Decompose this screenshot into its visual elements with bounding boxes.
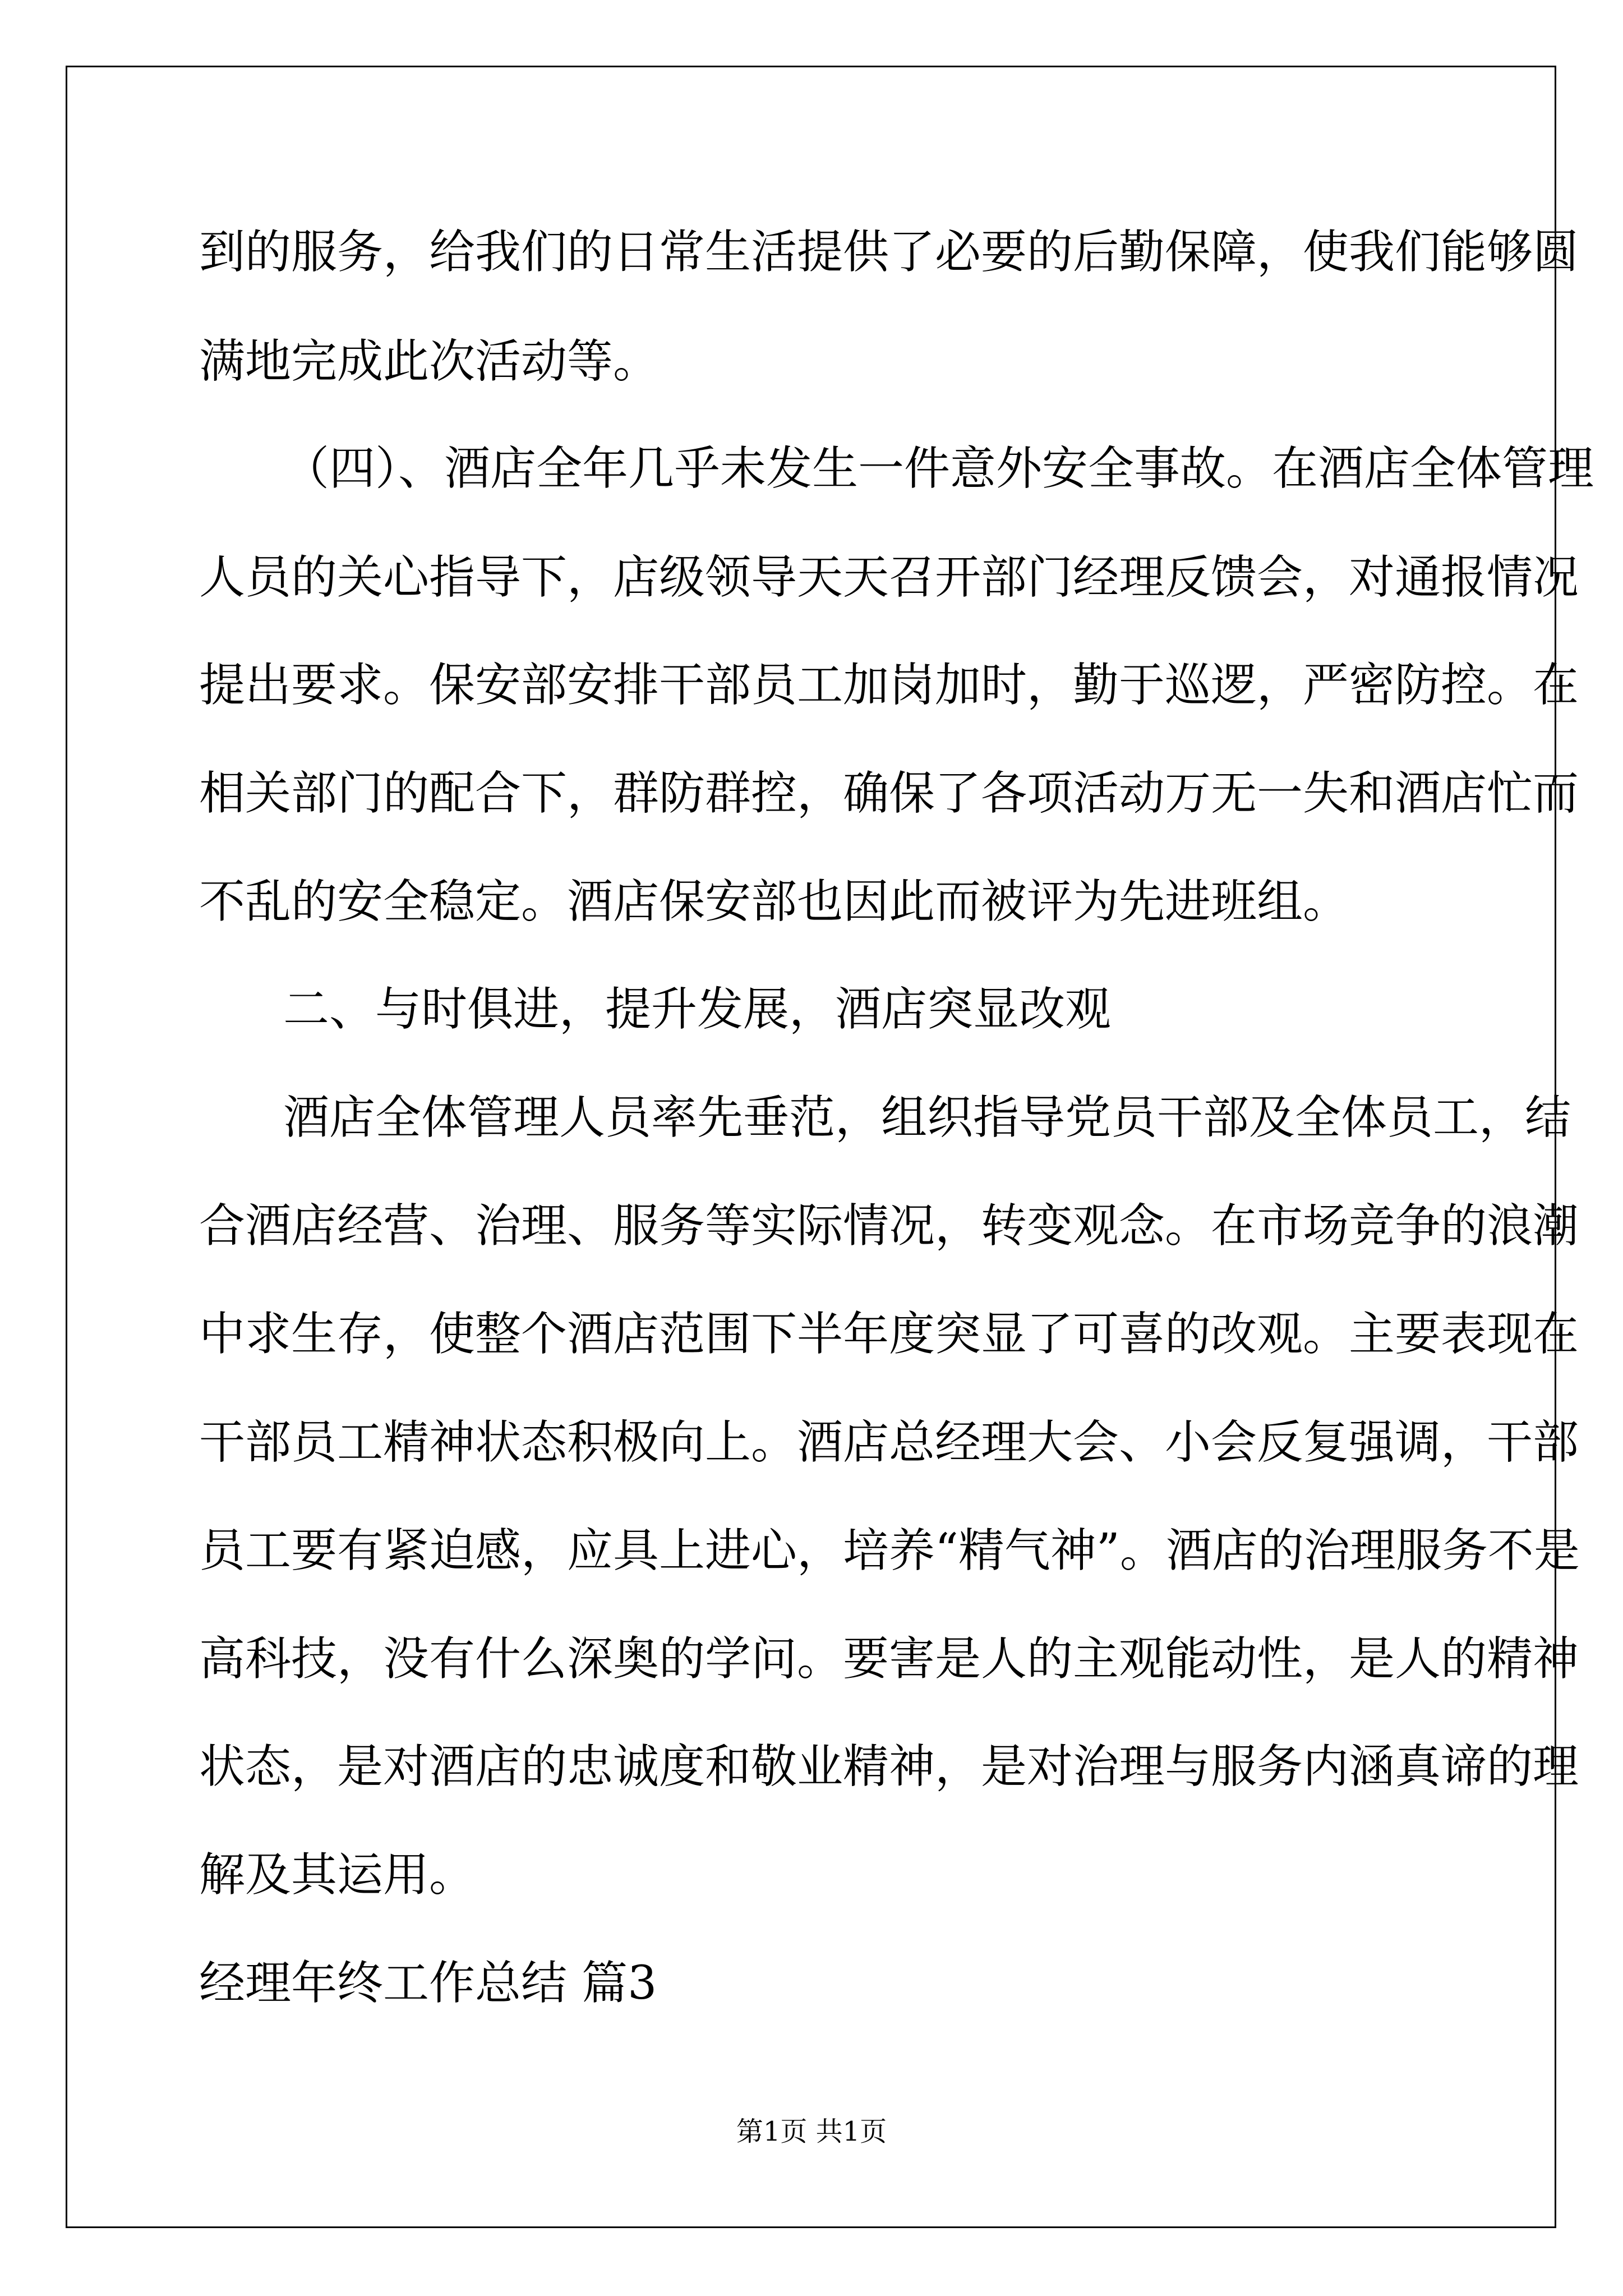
paragraph-3-line-6: 高科技，没有什么深奥的学问。要害是人的主观能动性，是人的精神 bbox=[199, 1632, 1579, 1686]
section-heading: 二、与时俱进，提升发展，酒店突显改观 bbox=[283, 983, 1112, 1036]
paragraph-3-line-8: 解及其运用。 bbox=[199, 1848, 476, 1902]
page-border bbox=[66, 66, 1594, 2228]
page-footer: 第1页 共1页 bbox=[736, 2116, 887, 2147]
paragraph-3-line-4: 干部员工精神状态积极向上。酒店总经理大会、小会反复强调，干部 bbox=[199, 1416, 1579, 1469]
paragraph-2-line-3: 提出要求。保安部安排干部员工加岗加时，勤于巡逻，严密防控。在 bbox=[199, 659, 1579, 712]
paragraph-3-line-7: 状态，是对酒店的忠诚度和敬业精神，是对治理与服务内涵真谛的理 bbox=[199, 1740, 1579, 1793]
article-heading: 经理年终工作总结 篇3 bbox=[199, 1957, 657, 2010]
paragraph-2-line-5: 不乱的安全稳定。酒店保安部也因此而被评为先进班组。 bbox=[199, 875, 1349, 928]
paragraph-1-line-2: 满地完成此次活动等。 bbox=[199, 335, 660, 388]
paragraph-1-line-1: 到的服务，给我们的日常生活提供了必要的后勤保障，使我们能够圆 bbox=[199, 226, 1579, 279]
paragraph-3-line-5: 员工要有紧迫感，应具上进心，培养“精气神”。酒店的治理服务不是 bbox=[199, 1524, 1580, 1577]
paragraph-2-line-1: （四）、酒店全年几乎未发生一件意外安全事故。在酒店全体管理 bbox=[283, 442, 1594, 495]
paragraph-2-line-2: 人员的关心指导下，店级领导天天召开部门经理反馈会，对通报情况 bbox=[199, 551, 1579, 604]
paragraph-3-line-3: 中求生存，使整个酒店范围下半年度突显了可喜的改观。主要表现在 bbox=[199, 1308, 1579, 1361]
paragraph-3-line-1: 酒店全体管理人员率先垂范，组织指导党员干部及全体员工，结 bbox=[283, 1091, 1571, 1144]
paragraph-3-line-2: 合酒店经营、治理、服务等实际情况，转变观念。在市场竞争的浪潮 bbox=[199, 1199, 1579, 1253]
paragraph-2-line-4: 相关部门的配合下，群防群控，确保了各项活动万无一失和酒店忙而 bbox=[199, 767, 1579, 820]
